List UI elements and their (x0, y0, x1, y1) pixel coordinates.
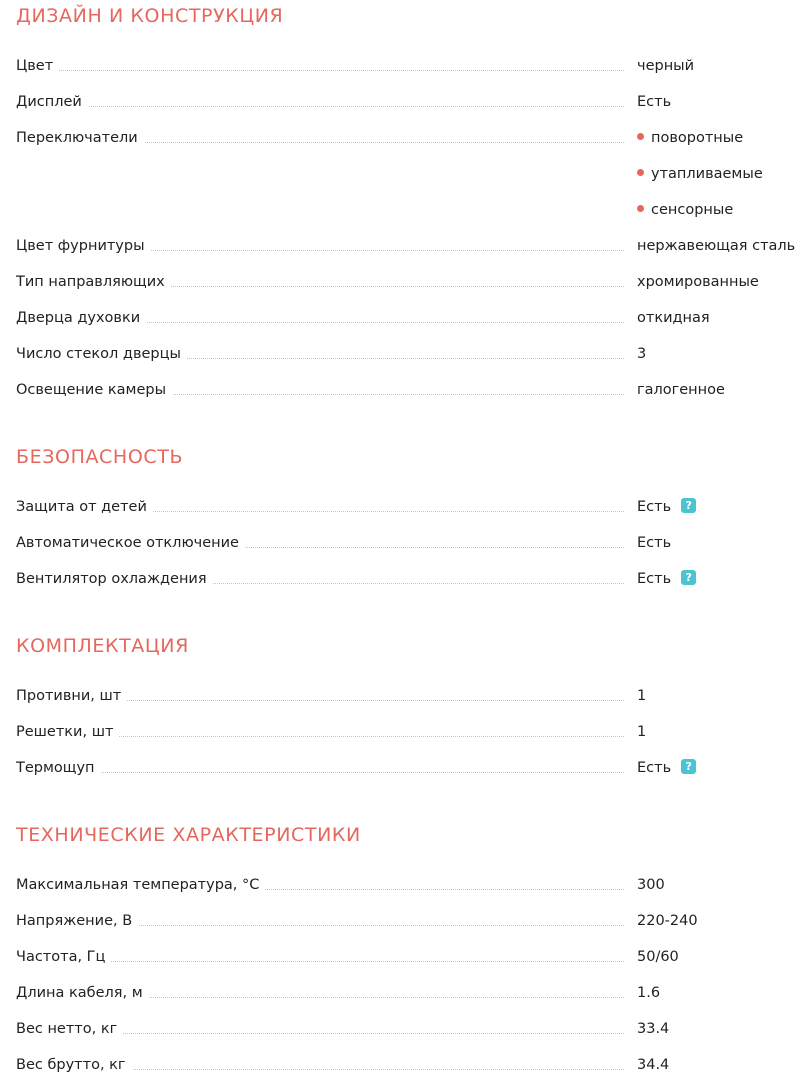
spec-value-text: откидная (637, 310, 710, 326)
spec-row (16, 1018, 801, 1040)
spec-value-text: Есть (637, 94, 672, 110)
dotted-leader (16, 106, 624, 107)
spec-row (16, 127, 801, 218)
spec-row (16, 307, 801, 329)
bullet-dot-icon (637, 169, 644, 176)
spec-value-text: сенсорные (651, 202, 734, 218)
spec-label: Вентилятор охлаждения (16, 568, 213, 590)
spec-label: Решетки, шт (16, 721, 119, 743)
spec-value-text: 220-240 (637, 913, 698, 929)
section-title: ТЕХНИЧЕСКИЕ ХАРАКТЕРИСТИКИ (16, 824, 361, 846)
spec-row (16, 946, 801, 968)
spec-value-text: 300 (637, 877, 665, 893)
spec-row (16, 910, 801, 932)
spec-value (637, 568, 696, 590)
spec-value (637, 55, 694, 77)
spec-row (16, 271, 801, 293)
spec-row (16, 496, 801, 518)
question-mark-icon[interactable]: ? (681, 498, 696, 513)
spec-value-text: 1 (637, 724, 647, 740)
spec-value (637, 496, 696, 518)
spec-label: Цвет фурнитуры (16, 235, 151, 257)
spec-value-text: 33.4 (637, 1021, 670, 1037)
spec-label: Максимальная температура, °C (16, 874, 265, 896)
spec-value-text: нержавеющая сталь (637, 238, 796, 254)
spec-label: Дверца духовки (16, 307, 146, 329)
spec-label: Напряжение, В (16, 910, 138, 932)
spec-value-item (637, 163, 763, 185)
spec-label: Освещение камеры (16, 379, 172, 401)
spec-label: Тип направляющих (16, 271, 171, 293)
question-mark-icon[interactable]: ? (681, 759, 696, 774)
spec-value (637, 757, 696, 779)
spec-value-text: Есть (637, 760, 672, 776)
spec-row (16, 685, 801, 707)
spec-value-item (637, 127, 743, 149)
spec-value-text: утапливаемые (651, 166, 763, 182)
spec-value (637, 307, 710, 329)
spec-value-text: 3 (637, 346, 647, 362)
spec-value-text: черный (637, 58, 695, 74)
spec-value-text: 50/60 (637, 949, 679, 965)
spec-value-text: 1.6 (637, 985, 661, 1001)
spec-value (637, 910, 698, 932)
spec-row (16, 91, 801, 113)
spec-row (16, 235, 801, 257)
spec-value (637, 1054, 669, 1076)
spec-value (637, 235, 795, 257)
spec-label: Автоматическое отключение (16, 532, 245, 554)
section-title: КОМПЛЕКТАЦИЯ (16, 635, 189, 657)
spec-label: Число стекол дверцы (16, 343, 187, 365)
spec-value (637, 343, 646, 365)
spec-value-text: 34.4 (637, 1057, 670, 1073)
spec-row (16, 874, 801, 896)
spec-label: Вес брутто, кг (16, 1054, 132, 1076)
spec-value-text: Есть (637, 535, 672, 551)
bullet-dot-icon (637, 205, 644, 212)
spec-row (16, 379, 801, 401)
spec-label: Термощуп (16, 757, 101, 779)
section-title: БЕЗОПАСНОСТЬ (16, 446, 184, 468)
spec-value (637, 982, 660, 1004)
spec-value (637, 685, 646, 707)
spec-value (637, 1018, 669, 1040)
spec-row (16, 343, 801, 365)
spec-label: Частота, Гц (16, 946, 111, 968)
spec-value (637, 946, 679, 968)
dotted-leader (16, 70, 624, 71)
spec-value-text: галогенное (637, 382, 725, 398)
spec-row (16, 982, 801, 1004)
dotted-leader (16, 772, 624, 773)
spec-label: Дисплей (16, 91, 88, 113)
spec-value-text: Есть (637, 571, 672, 587)
spec-value (637, 532, 671, 554)
spec-value (637, 874, 665, 896)
spec-label: Длина кабеля, м (16, 982, 149, 1004)
spec-label: Защита от детей (16, 496, 153, 518)
spec-row (16, 55, 801, 77)
section-title: ДИЗАЙН И КОНСТРУКЦИЯ (16, 5, 284, 27)
spec-row (16, 532, 801, 554)
spec-label: Противни, шт (16, 685, 127, 707)
spec-value-text: хромированные (637, 274, 759, 290)
spec-value-item (637, 199, 733, 221)
spec-value-text: Есть (637, 499, 672, 515)
question-mark-icon[interactable]: ? (681, 570, 696, 585)
spec-value (637, 91, 671, 113)
spec-row (16, 721, 801, 743)
spec-row (16, 757, 801, 779)
spec-row (16, 1054, 801, 1076)
spec-value (637, 379, 725, 401)
spec-row (16, 568, 801, 590)
spec-value-text: 1 (637, 688, 647, 704)
spec-value-text: поворотные (651, 130, 744, 146)
spec-label: Вес нетто, кг (16, 1018, 123, 1040)
bullet-dot-icon (637, 133, 644, 140)
spec-label: Цвет (16, 55, 59, 77)
spec-label: Переключатели (16, 127, 144, 149)
spec-value (637, 271, 759, 293)
spec-value (637, 721, 646, 743)
